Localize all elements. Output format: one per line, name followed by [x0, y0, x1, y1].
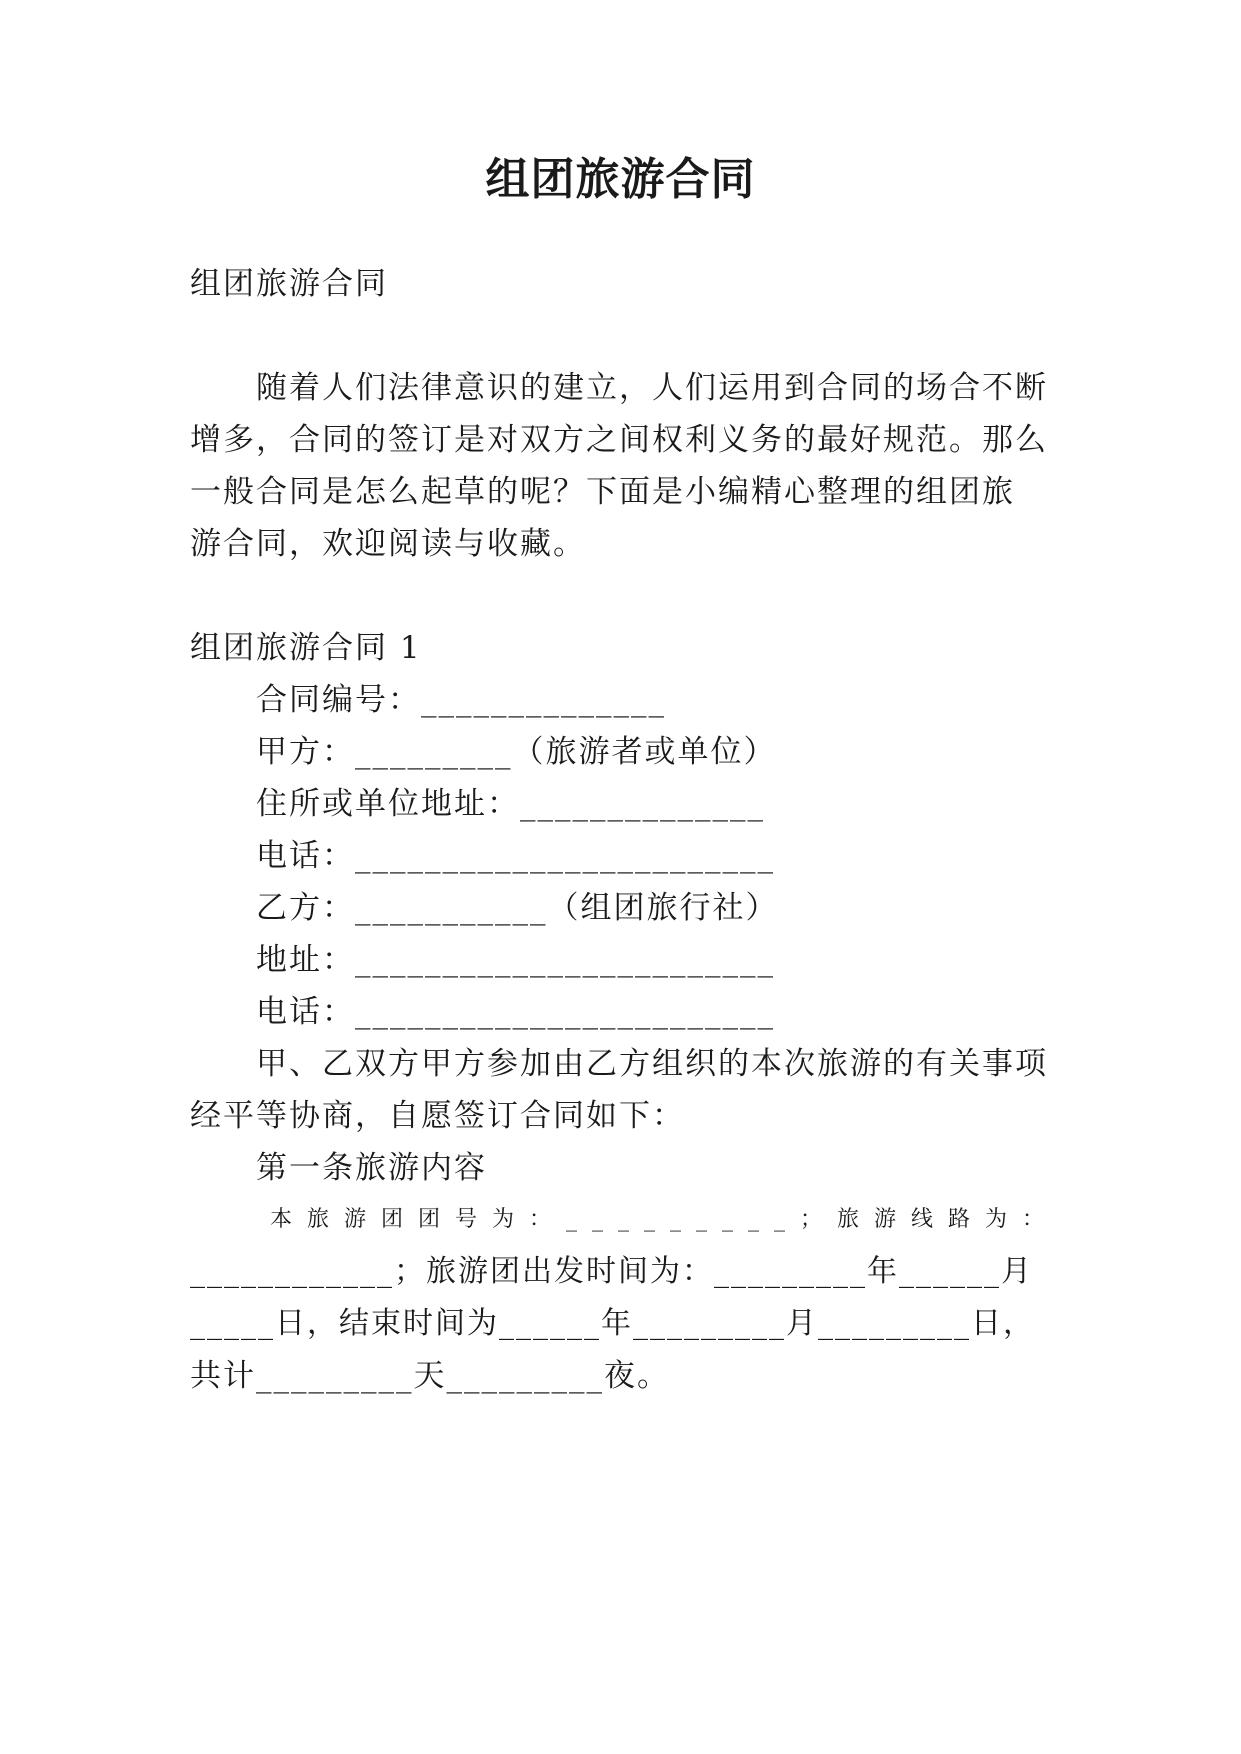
article-1-line-3: _____日，结束时间为______年_________月_________日， — [190, 1306, 1035, 1341]
intro-line-1: 随着人们法律意识的建立，人们运用到合同的场合不断 — [256, 370, 1048, 406]
field-party-a-address: 住所或单位地址：______________ — [256, 786, 765, 822]
preamble-line-2: 经平等协商，自愿签订合同如下： — [190, 1098, 685, 1134]
document-title: 组团旅游合同 — [485, 154, 756, 205]
field-party-a-phone: 电话：________________________ — [256, 838, 775, 874]
field-party-b: 乙方：___________（组团旅行社） — [256, 890, 779, 926]
preamble-line-1: 甲、乙双方甲方参加由乙方组织的本次旅游的有关事项 — [256, 1046, 1048, 1082]
article-1-line-1: 本旅游团团号为：_________；旅游线路为： — [270, 1207, 1060, 1232]
article-1-line-4: 共计_________天_________夜。 — [190, 1358, 670, 1394]
field-party-b-address: 地址：________________________ — [256, 942, 775, 978]
contract-heading: 组团旅游合同 1 — [190, 630, 422, 666]
subtitle: 组团旅游合同 — [190, 266, 388, 302]
field-party-b-phone: 电话：________________________ — [256, 994, 775, 1030]
field-party-a: 甲方：_________（旅游者或单位） — [256, 734, 777, 770]
field-contract-number: 合同编号：______________ — [256, 682, 666, 718]
intro-line-3: 一般合同是怎么起草的呢？下面是小编精心整理的组团旅 — [190, 474, 1015, 510]
article-1-line-2: ____________；旅游团出发时间为：_________年______月 — [190, 1254, 1033, 1289]
intro-line-2: 增多，合同的签订是对双方之间权利义务的最好规范。那么 — [190, 422, 1048, 458]
article-1-title: 第一条旅游内容 — [256, 1150, 487, 1186]
intro-line-4: 游合同，欢迎阅读与收藏。 — [190, 526, 586, 562]
